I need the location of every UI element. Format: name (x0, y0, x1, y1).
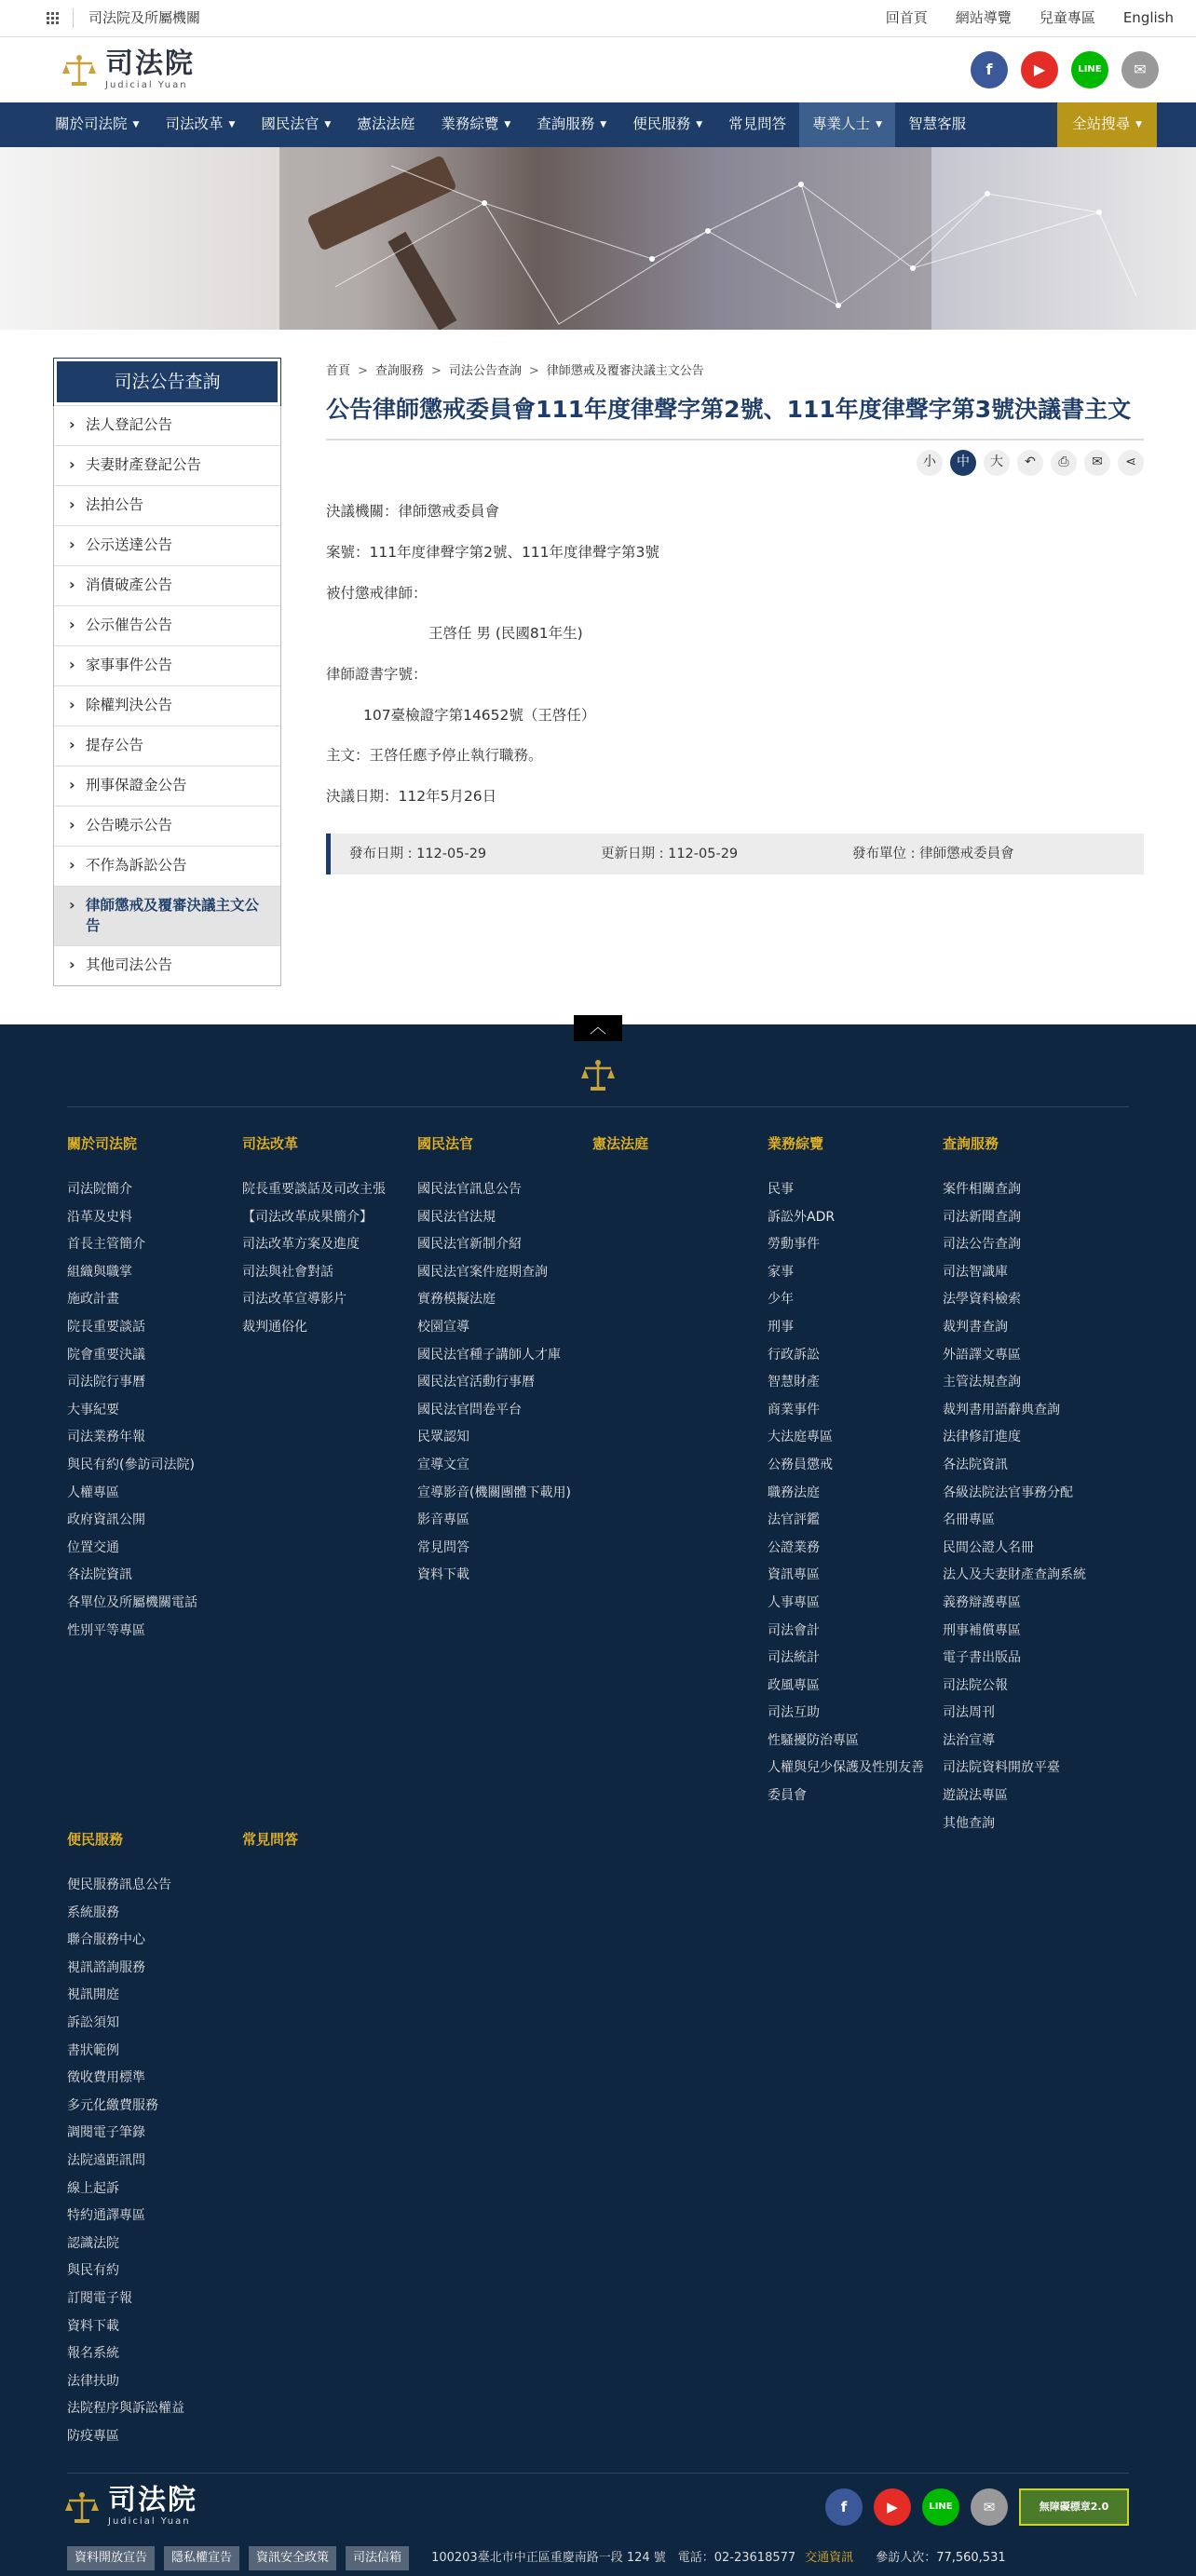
footer-link[interactable]: 國民法官訊息公告 (417, 1182, 522, 1197)
publish-info (326, 834, 1144, 874)
nav-item-label: 常見問答 (728, 115, 787, 133)
network-lines-decoration (0, 147, 1196, 330)
top-utility-bar (0, 0, 1196, 37)
site-search-button[interactable] (1057, 102, 1157, 147)
nav-item-7[interactable] (619, 102, 715, 147)
mail-icon[interactable]: ✉ (971, 2488, 1008, 2526)
email-icon[interactable]: ✉ (1084, 450, 1110, 476)
footer-link[interactable]: 法律修訂進度 (943, 1430, 1021, 1445)
footer-link[interactable]: 司法互助 (768, 1705, 820, 1721)
footer-link[interactable]: 沿革及史料 (67, 1209, 132, 1225)
font-large-button[interactable]: 大 (984, 450, 1010, 476)
footer-logo[interactable] (63, 2484, 197, 2527)
mailbox-button[interactable]: 司法信箱 (346, 2546, 409, 2570)
footer-link[interactable]: 宣導文宣 (417, 1457, 469, 1472)
publish-unit: 發布單位 : 律師懲戒委員會 (852, 846, 1014, 861)
footer-link[interactable]: 防疫專區 (67, 2428, 119, 2444)
case-number: 案號：111年度律聲字第2號、111年度律聲字第3號 (326, 543, 659, 561)
footer-link[interactable]: 商業事件 (768, 1402, 820, 1417)
footer-link[interactable]: 書狀範例 (67, 2042, 119, 2058)
footer-link[interactable]: 行政訴訟 (768, 1347, 820, 1363)
footer-link[interactable]: 校園宣導 (417, 1319, 469, 1335)
footer-link[interactable]: 性別平等專區 (67, 1622, 145, 1638)
privacy-button[interactable]: 隱私權宣告 (164, 2546, 239, 2570)
page-tools (326, 450, 1144, 476)
footer-column (768, 1134, 933, 1810)
visitor-count: 參訪人次：77,560,531 (876, 2551, 1006, 2565)
breadcrumb-separator: > (430, 364, 442, 378)
sidebar-item[interactable]: › 公示送達公告 (54, 525, 280, 565)
footer-link[interactable]: 施政計畫 (67, 1292, 119, 1308)
footer-link[interactable]: 國民法官活動行事曆 (417, 1375, 535, 1390)
address-phone: 100203臺北市中正區重慶南路一段 124 號 電話：02-23618577 (431, 2551, 796, 2565)
footer-column (417, 1134, 583, 1590)
footer-column (67, 1830, 233, 2450)
footer-link[interactable]: 資訊專區 (768, 1567, 820, 1583)
english-link[interactable]: English (1122, 9, 1174, 26)
footer-link[interactable]: 民事 (768, 1182, 794, 1197)
footer-link[interactable]: 司法與社會對話 (242, 1264, 333, 1280)
youtube-icon[interactable]: ▶ (1021, 51, 1058, 88)
footer-link[interactable]: 法院程序與訴訟權益 (67, 2401, 184, 2417)
footer-link[interactable]: 各法院資訊 (943, 1457, 1008, 1472)
back-icon[interactable]: ↶ (1017, 450, 1043, 476)
accessibility-badge[interactable]: 無障礙標章2.0 (1019, 2488, 1129, 2526)
footer-link[interactable]: 國民法官問卷平台 (417, 1402, 522, 1417)
sitemap-link[interactable]: 網站導覽 (955, 9, 1012, 26)
sidebar-item[interactable]: › 夫妻財產登記公告 (54, 445, 280, 485)
footer-social (825, 2488, 1129, 2526)
footer-link[interactable]: 多元化繳費服務 (67, 2097, 158, 2113)
update-date: 更新日期 : 112-05-29 (601, 846, 739, 861)
nav-item-5[interactable] (428, 102, 523, 147)
footer-link[interactable]: 法人及夫妻財產查詢系統 (943, 1567, 1086, 1583)
footer-link[interactable]: 大事紀要 (67, 1402, 119, 1417)
agency-selector[interactable]: 司法院及所屬機關 (73, 8, 200, 28)
mail-icon[interactable]: ✉ (1121, 51, 1159, 88)
footer-link[interactable]: 各法院資訊 (67, 1567, 132, 1583)
footer-link[interactable]: 法院遠距訊問 (67, 2152, 145, 2168)
chevron-down-icon: ▼ (1135, 119, 1142, 129)
social-links (971, 51, 1159, 88)
nav-item-3[interactable] (248, 102, 344, 147)
chevron-down-icon: ▼ (696, 119, 703, 129)
footer-link[interactable]: 聯合服務中心 (67, 1932, 145, 1948)
back-to-top-button[interactable]: ︿ (574, 1015, 622, 1041)
hero-banner (0, 147, 1196, 330)
footer-divider (67, 2473, 1129, 2474)
facebook-icon[interactable]: f (825, 2488, 863, 2526)
footer-link[interactable]: 訂閱電子報 (67, 2290, 132, 2306)
footer-link[interactable]: 院會重要決議 (67, 1347, 145, 1363)
sidebar-item[interactable]: › 法人登記公告 (54, 405, 280, 445)
nav-item-label: 便民服務 (632, 115, 691, 133)
chevron-down-icon: ▼ (600, 119, 607, 129)
footer-link[interactable]: 司法改革方案及進度 (242, 1237, 360, 1253)
footer-link[interactable]: 院長重要談話 (67, 1319, 145, 1335)
footer-link[interactable]: 視訊諮詢服務 (67, 1959, 145, 1975)
footer-link[interactable]: 人事專區 (768, 1594, 820, 1610)
footer-column (67, 1134, 233, 1645)
footer-logo-chinese: 司法院 (108, 2484, 197, 2516)
chevron-down-icon: ▼ (504, 119, 511, 129)
footer-link[interactable]: 特約通譯專區 (67, 2208, 145, 2224)
footer-link[interactable]: 遊說法專區 (943, 1788, 1008, 1804)
footer-link[interactable]: 影音專區 (417, 1512, 469, 1528)
sidebar-list (54, 405, 280, 985)
footer-link[interactable]: 實務模擬法庭 (417, 1292, 496, 1308)
page-title: 公告律師懲戒委員會111年度律聲字第2號、111年度律聲字第3號決議書主文 (326, 393, 1144, 441)
footer-link[interactable]: 國民法官新制介紹 (417, 1237, 522, 1253)
footer-link[interactable]: 裁判書查詢 (943, 1319, 1008, 1335)
footer-link[interactable]: 智慧財產 (768, 1375, 820, 1390)
footer-column (592, 1134, 758, 1176)
kids-link[interactable]: 兒童專區 (1039, 9, 1095, 26)
footer-column (242, 1134, 408, 1342)
font-medium-button[interactable]: 中 (950, 450, 976, 476)
footer-link[interactable]: 司法院簡介 (67, 1182, 132, 1197)
footer-link[interactable]: 法律扶助 (67, 2373, 119, 2389)
nav-item-label: 業務綜覽 (441, 115, 499, 133)
line-icon[interactable]: LINE (1071, 51, 1108, 88)
footer-logo-icon (63, 2488, 101, 2526)
footer-link[interactable]: 民眾認知 (417, 1430, 469, 1445)
sidebar-item[interactable]: › 其他司法公告 (54, 945, 280, 985)
footer-column-title[interactable]: 便民服務 (67, 1831, 124, 1848)
footer-link[interactable]: 民間公證人名冊 (943, 1539, 1034, 1555)
cert-number: 107臺檢證字第14652號（王啓任） (363, 706, 596, 724)
footer-link[interactable]: 訴訟外ADR (768, 1209, 836, 1225)
footer-link[interactable]: 裁判通俗化 (242, 1319, 307, 1335)
nav-item-label: 專業人士 (812, 115, 871, 133)
footer-column (943, 1134, 1108, 1837)
footer-link[interactable]: 【司法改革成果簡介】 (242, 1209, 373, 1225)
site-header (0, 37, 1196, 102)
footer-link[interactable]: 案件相關查詢 (943, 1182, 1021, 1197)
sidebar-item[interactable]: › 不作為訴訟公告 (54, 846, 280, 886)
publish-date: 發布日期 : 112-05-29 (349, 846, 487, 861)
nav-item-10[interactable] (895, 102, 979, 147)
traffic-info-link[interactable]: 交通資訊 (805, 2551, 854, 2565)
share-icon[interactable]: ⋖ (1118, 450, 1144, 476)
footer-link[interactable]: 法官評鑑 (768, 1512, 820, 1528)
scales-logo-icon (61, 51, 98, 88)
footer-link[interactable]: 各單位及所屬機關電話 (67, 1594, 197, 1610)
nav-item-label: 國民法官 (261, 115, 319, 133)
footer-link[interactable]: 資料下載 (417, 1567, 469, 1583)
main-area (0, 330, 1196, 1019)
footer-link[interactable]: 電子書出版品 (943, 1650, 1021, 1666)
footer-link[interactable]: 常見問答 (417, 1539, 469, 1555)
nav-item-9[interactable] (799, 102, 895, 147)
footer-link[interactable]: 與民有約 (67, 2263, 119, 2279)
article-body (326, 502, 1144, 807)
sidebar (53, 358, 281, 986)
breadcrumb-separator: > (528, 364, 539, 378)
footer-link[interactable]: 主管法規查詢 (943, 1375, 1021, 1390)
logo-english: Judicial Yuan (105, 79, 188, 90)
footer-link[interactable]: 便民服務訊息公告 (67, 1878, 171, 1892)
footer-link[interactable]: 司法院資料開放平臺 (943, 1760, 1060, 1776)
footer-link[interactable]: 調閱電子筆錄 (67, 2125, 145, 2141)
sidebar-item[interactable]: › 家事事件公告 (54, 645, 280, 685)
footer-link[interactable]: 國民法官種子講師人才庫 (417, 1347, 561, 1363)
footer-link[interactable]: 義務辯護專區 (943, 1594, 1021, 1610)
nav-item-label: 司法改革 (165, 115, 224, 133)
footer-column-title[interactable]: 國民法官 (417, 1135, 474, 1152)
footer-link[interactable]: 與民有約(參訪司法院) (67, 1457, 195, 1472)
sidebar-item[interactable]: › 提存公告 (54, 725, 280, 766)
footer-link[interactable]: 司法院行事曆 (67, 1375, 145, 1390)
nav-item-label: 憲法法庭 (357, 115, 415, 133)
footer-link[interactable]: 司法周刊 (943, 1705, 995, 1721)
breadcrumb-current[interactable]: 律師懲戒及覆審決議主文公告 (546, 364, 704, 378)
chevron-down-icon: ▼ (324, 119, 332, 129)
footer-link[interactable]: 人權專區 (67, 1485, 119, 1500)
sidebar-item[interactable]: › 除權判決公告 (54, 685, 280, 725)
nav-item-8[interactable] (715, 102, 799, 147)
footer-logo-english: Judicial Yuan (108, 2516, 191, 2527)
footer-column-title[interactable]: 憲法法庭 (592, 1135, 649, 1152)
footer-link[interactable]: 報名系統 (67, 2346, 119, 2362)
footer-link[interactable]: 少年 (768, 1292, 794, 1308)
facebook-icon[interactable]: f (971, 51, 1008, 88)
sidebar-item[interactable]: › 公示催告公告 (54, 605, 280, 645)
footer (0, 1018, 1196, 2576)
footer-link[interactable]: 法治宣導 (943, 1732, 995, 1748)
footer-column-title[interactable]: 業務綜覽 (768, 1135, 824, 1152)
subject-name: 王啓任 男 (民國81年生) (428, 625, 583, 643)
content (326, 358, 1144, 1019)
footer-column-title[interactable]: 查詢服務 (943, 1135, 999, 1152)
youtube-icon[interactable]: ▶ (874, 2488, 911, 2526)
cert-label: 律師證書字號： (326, 665, 428, 683)
footer-link[interactable]: 司法業務年報 (67, 1430, 145, 1445)
footer-link[interactable]: 國民法官法規 (417, 1209, 496, 1225)
footer-link[interactable]: 位置交通 (67, 1539, 119, 1555)
chevron-down-icon: ▼ (228, 119, 236, 129)
nav-item-6[interactable] (523, 102, 619, 147)
breadcrumb-home[interactable]: 首頁 (326, 364, 351, 378)
footer-link[interactable]: 司法智識庫 (943, 1264, 1008, 1280)
nav-item-4[interactable] (344, 102, 428, 147)
nav-item-label: 關於司法院 (55, 115, 128, 133)
nav-item-label: 查詢服務 (537, 115, 595, 133)
chevron-down-icon: ▼ (876, 119, 883, 129)
home-link[interactable]: 回首頁 (885, 9, 928, 26)
nav-item-2[interactable] (152, 102, 248, 147)
footer-link[interactable]: 裁判書用語辭典查詢 (943, 1402, 1060, 1417)
footer-link[interactable]: 外語譯文專區 (943, 1347, 1021, 1363)
footer-link[interactable]: 名冊專區 (943, 1512, 995, 1528)
footer-link[interactable]: 公證業務 (768, 1539, 820, 1555)
footer-link[interactable]: 勞動事件 (768, 1237, 820, 1253)
footer-link[interactable]: 法學資料檢索 (943, 1292, 1021, 1308)
security-policy-button[interactable]: 資訊安全政策 (249, 2546, 336, 2570)
footer-link[interactable]: 政府資訊公開 (67, 1512, 145, 1528)
footer-link[interactable]: 人權與兒少保護及性別友善委員會 (768, 1760, 924, 1804)
footer-link[interactable]: 線上起訴 (67, 2180, 119, 2196)
footer-link[interactable]: 刑事 (768, 1319, 794, 1335)
footer-link[interactable]: 公務員懲戒 (768, 1457, 833, 1472)
ruling-date: 決議日期：112年5月26日 (326, 788, 497, 805)
footer-link[interactable]: 訴訟須知 (67, 2014, 119, 2030)
sidebar-item[interactable]: › 法拍公告 (54, 485, 280, 525)
site-logo[interactable] (61, 47, 195, 90)
breadcrumb-separator: > (358, 364, 368, 378)
footer-link[interactable]: 司法統計 (768, 1650, 820, 1666)
footer-column-title[interactable]: 關於司法院 (67, 1135, 138, 1152)
footer-link[interactable]: 司法會計 (768, 1622, 820, 1638)
chevron-down-icon: ▼ (132, 119, 140, 129)
ruling-agency: 決議機關：律師懲戒委員會 (326, 503, 500, 521)
sidebar-title: 司法公告查詢 (54, 359, 280, 405)
subject-label: 被付懲戒律師： (326, 584, 428, 602)
breadcrumb-notices[interactable]: 司法公告查詢 (448, 364, 522, 378)
footer-link[interactable]: 資料下載 (67, 2318, 119, 2334)
footer-link[interactable]: 徵收費用標準 (67, 2070, 145, 2086)
footer-link[interactable]: 院長重要談話及司改主張 (242, 1182, 386, 1197)
footer-scales-icon (579, 1056, 617, 1093)
footer-link[interactable]: 認識法院 (67, 2235, 119, 2251)
ruling-text: 主文：王啓任應予停止執行職務。 (326, 747, 543, 765)
footer-link[interactable]: 司法新聞查詢 (943, 1209, 1021, 1225)
line-icon[interactable]: LINE (922, 2488, 959, 2526)
footer-link[interactable]: 視訊開庭 (67, 1987, 119, 2003)
footer-link[interactable]: 司法院公報 (943, 1677, 1008, 1693)
font-small-button[interactable]: 小 (917, 450, 943, 476)
footer-divider (67, 1106, 1129, 1107)
footer-link[interactable]: 組織與職掌 (67, 1264, 132, 1280)
breadcrumb-query[interactable]: 查詢服務 (374, 364, 424, 378)
footer-link[interactable]: 刑事補償專區 (943, 1622, 1021, 1638)
footer-link[interactable]: 職務法庭 (768, 1485, 820, 1500)
print-icon[interactable]: ⎙ (1051, 450, 1077, 476)
sidebar-item[interactable]: › 公告曉示公告 (54, 806, 280, 846)
footer-link[interactable]: 國民法官案件庭期查詢 (417, 1264, 548, 1280)
sidebar-item[interactable]: › 律師懲戒及覆審決議主文公告 (54, 886, 280, 945)
footer-link[interactable]: 宣導影音(機關團體下載用) (417, 1485, 571, 1500)
footer-link[interactable]: 司法公告查詢 (943, 1237, 1021, 1253)
footer-link[interactable]: 政風專區 (768, 1677, 820, 1693)
site-search-label: 全站搜尋 (1072, 115, 1131, 133)
main-nav (0, 102, 1196, 147)
footer-link[interactable]: 司法改革宣導影片 (242, 1292, 347, 1308)
footer-bar (67, 2546, 1006, 2570)
footer-link[interactable]: 家事 (768, 1264, 794, 1280)
footer-column (242, 1830, 408, 1872)
sidebar-item[interactable]: › 消債破產公告 (54, 565, 280, 605)
footer-column-title[interactable]: 司法改革 (242, 1135, 299, 1152)
footer-link[interactable]: 其他查詢 (943, 1815, 995, 1831)
logo-chinese: 司法院 (105, 47, 195, 80)
grid-menu-icon[interactable] (47, 12, 60, 25)
open-data-button[interactable]: 資料開放宣告 (67, 2546, 155, 2570)
nav-item-label: 智慧客服 (908, 115, 967, 133)
sidebar-item[interactable]: › 刑事保證金公告 (54, 766, 280, 806)
nav-item-1[interactable] (42, 102, 152, 147)
footer-link[interactable]: 大法庭專區 (768, 1430, 833, 1445)
footer-link[interactable]: 性騷擾防治專區 (768, 1732, 859, 1748)
footer-link[interactable]: 系統服務 (67, 1905, 119, 1920)
footer-link[interactable]: 首長主管簡介 (67, 1237, 145, 1253)
breadcrumb (326, 363, 1144, 380)
footer-column-title[interactable]: 常見問答 (242, 1831, 299, 1848)
footer-link[interactable]: 各級法院法官事務分配 (943, 1485, 1073, 1500)
